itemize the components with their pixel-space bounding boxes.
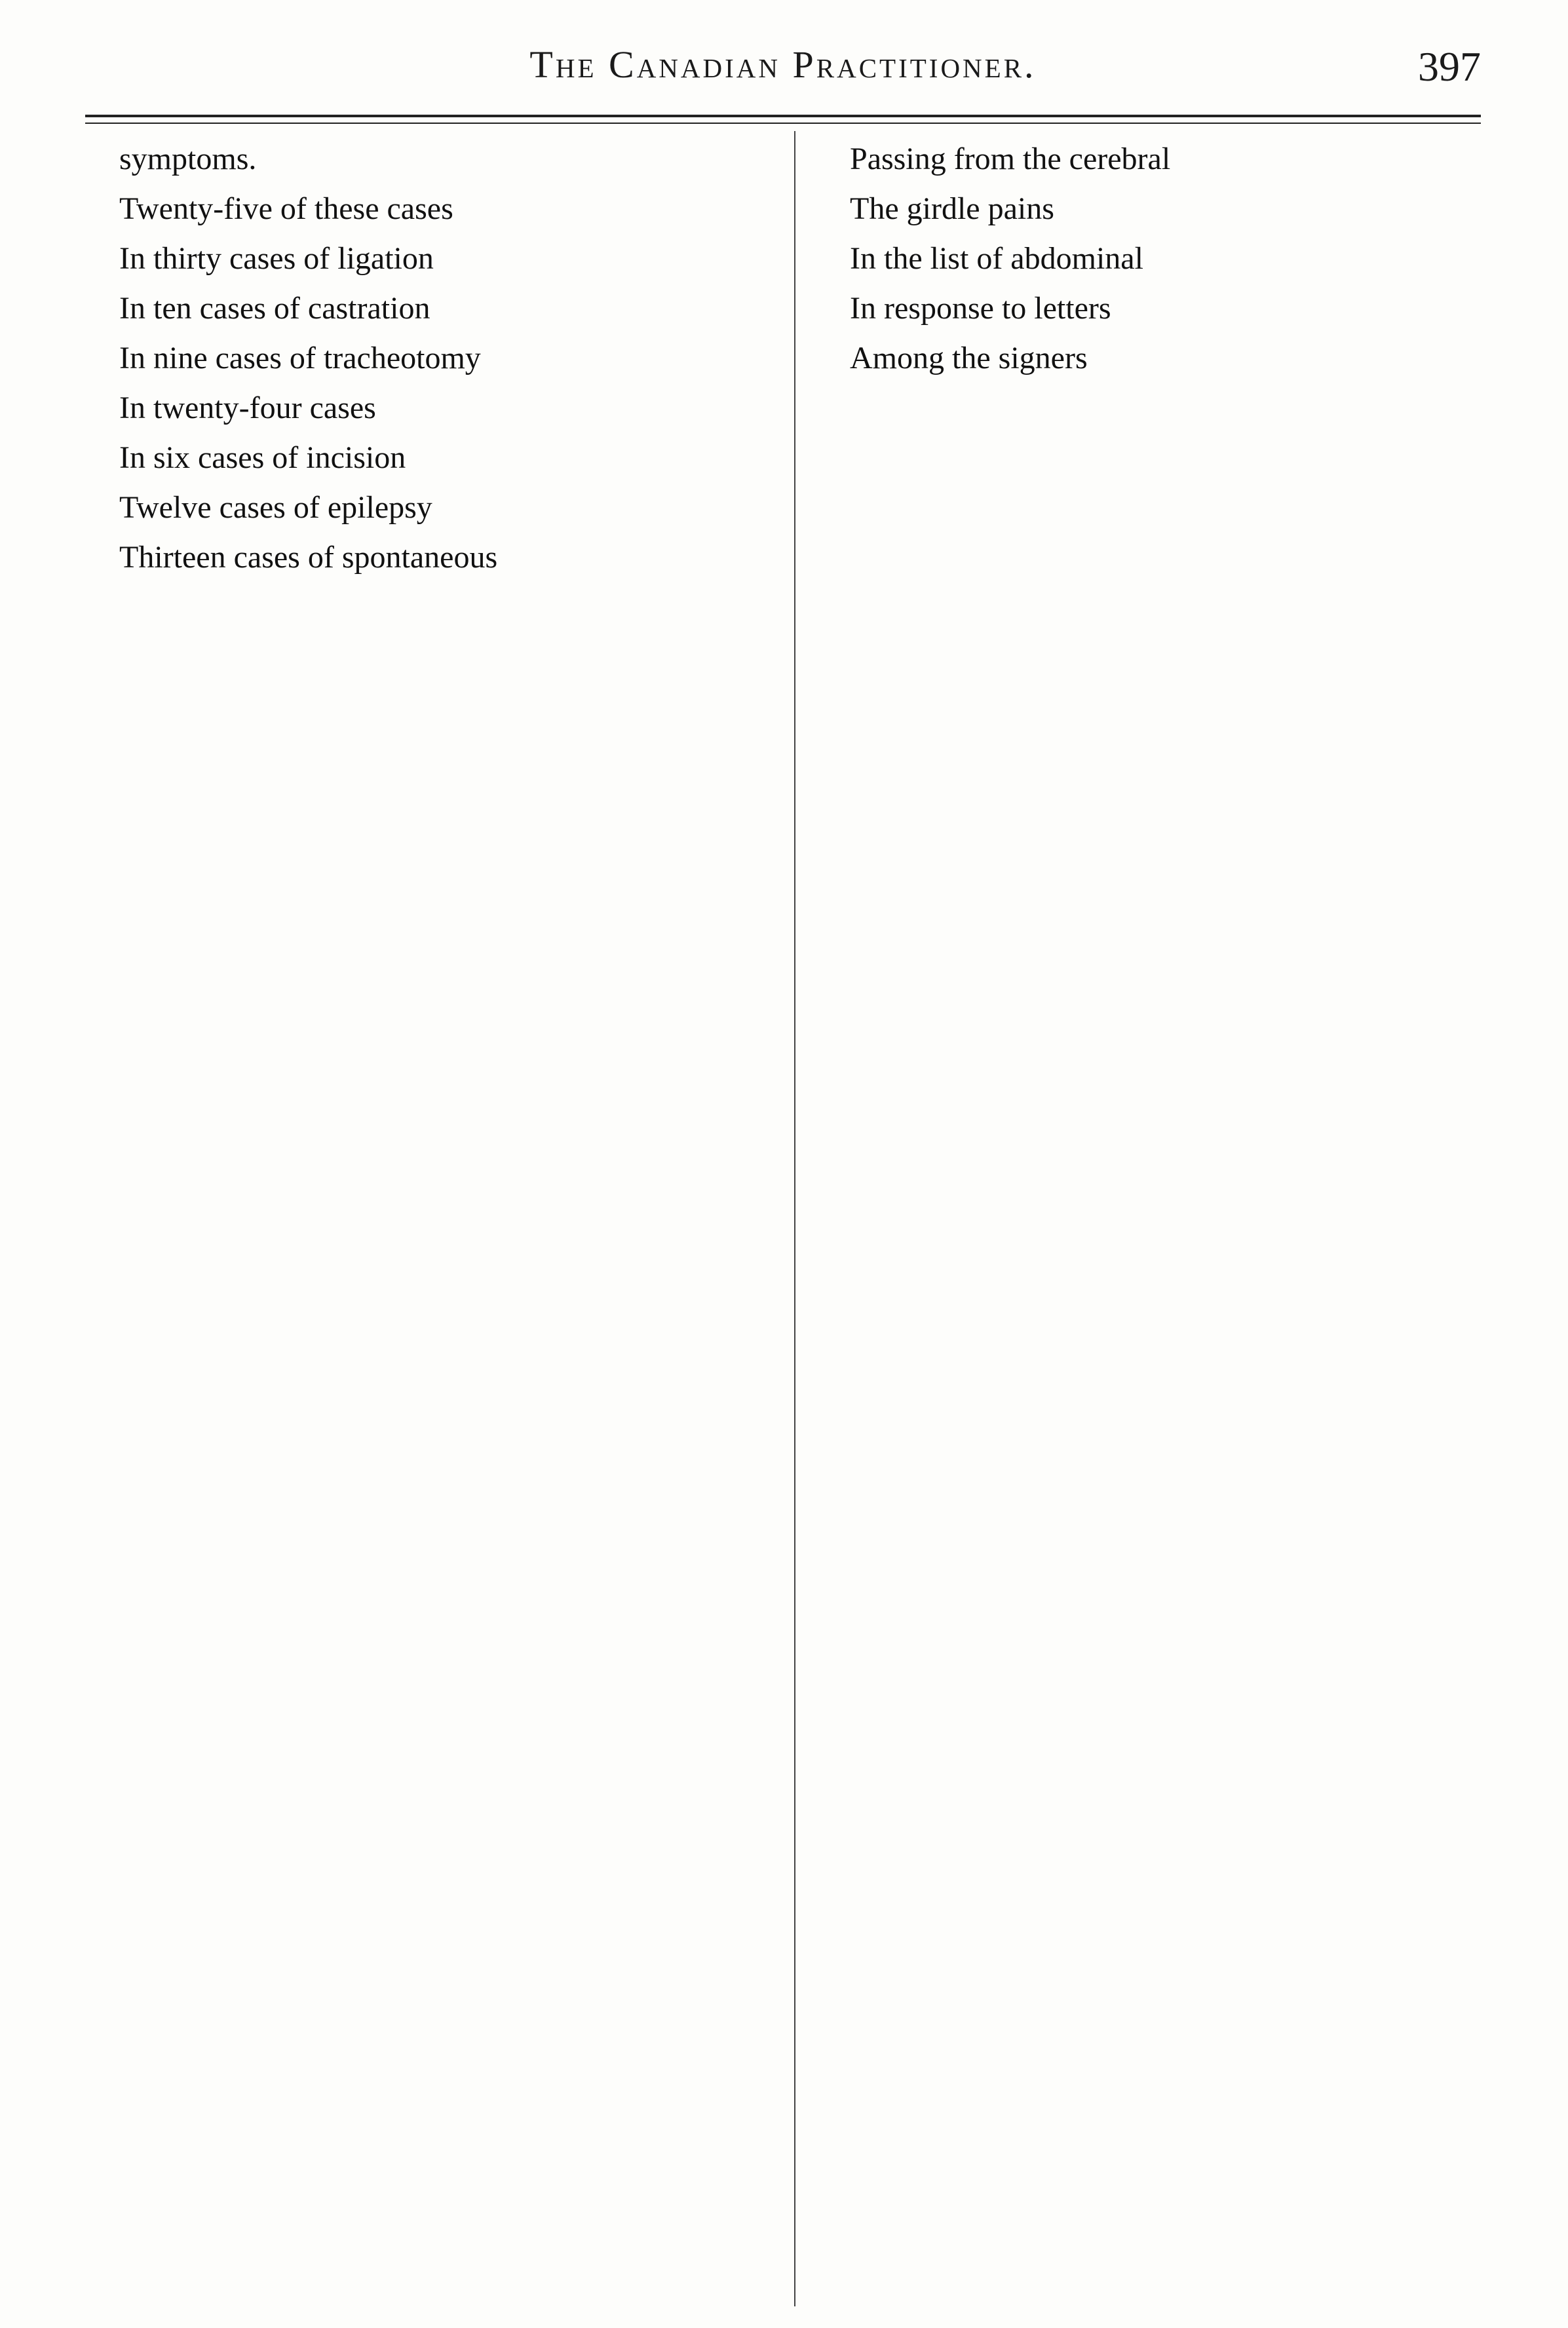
left-paragraph-6: In twenty-four cases [119,391,376,425]
left-column [85,138,773,2300]
left-paragraph-1: symptoms. [119,142,257,176]
left-paragraph-9: Thirteen cases of spontaneous [119,540,498,575]
right-paragraph-5: Among the signers [850,341,1088,375]
right-paragraph-4: In response to letters [850,291,1111,326]
left-paragraph-3: In thirty cases of ligation [119,241,434,276]
column-divider [794,131,795,2306]
right-paragraph-1: Passing from the cerebral [850,142,1171,176]
page-number: 397 [1418,43,1481,90]
left-paragraph-8: Twelve cases of epilepsy [119,490,432,525]
running-head [85,43,1481,115]
left-paragraph-7: In six cases of incision [119,440,406,475]
left-paragraph-4: In ten cases of castration [119,291,430,326]
left-paragraph-2: Twenty-five of these cases [119,191,453,226]
header-rule-thin [85,123,1481,124]
left-paragraph-5: In nine cases of tracheotomy [119,341,481,375]
right-paragraph-2: The girdle pains [850,191,1054,226]
journal-title: The Canadian Practitioner. [529,43,1037,86]
header-rule-thick [85,115,1481,117]
right-column [816,138,1504,2300]
right-paragraph-3: In the list of abdominal [850,241,1143,276]
